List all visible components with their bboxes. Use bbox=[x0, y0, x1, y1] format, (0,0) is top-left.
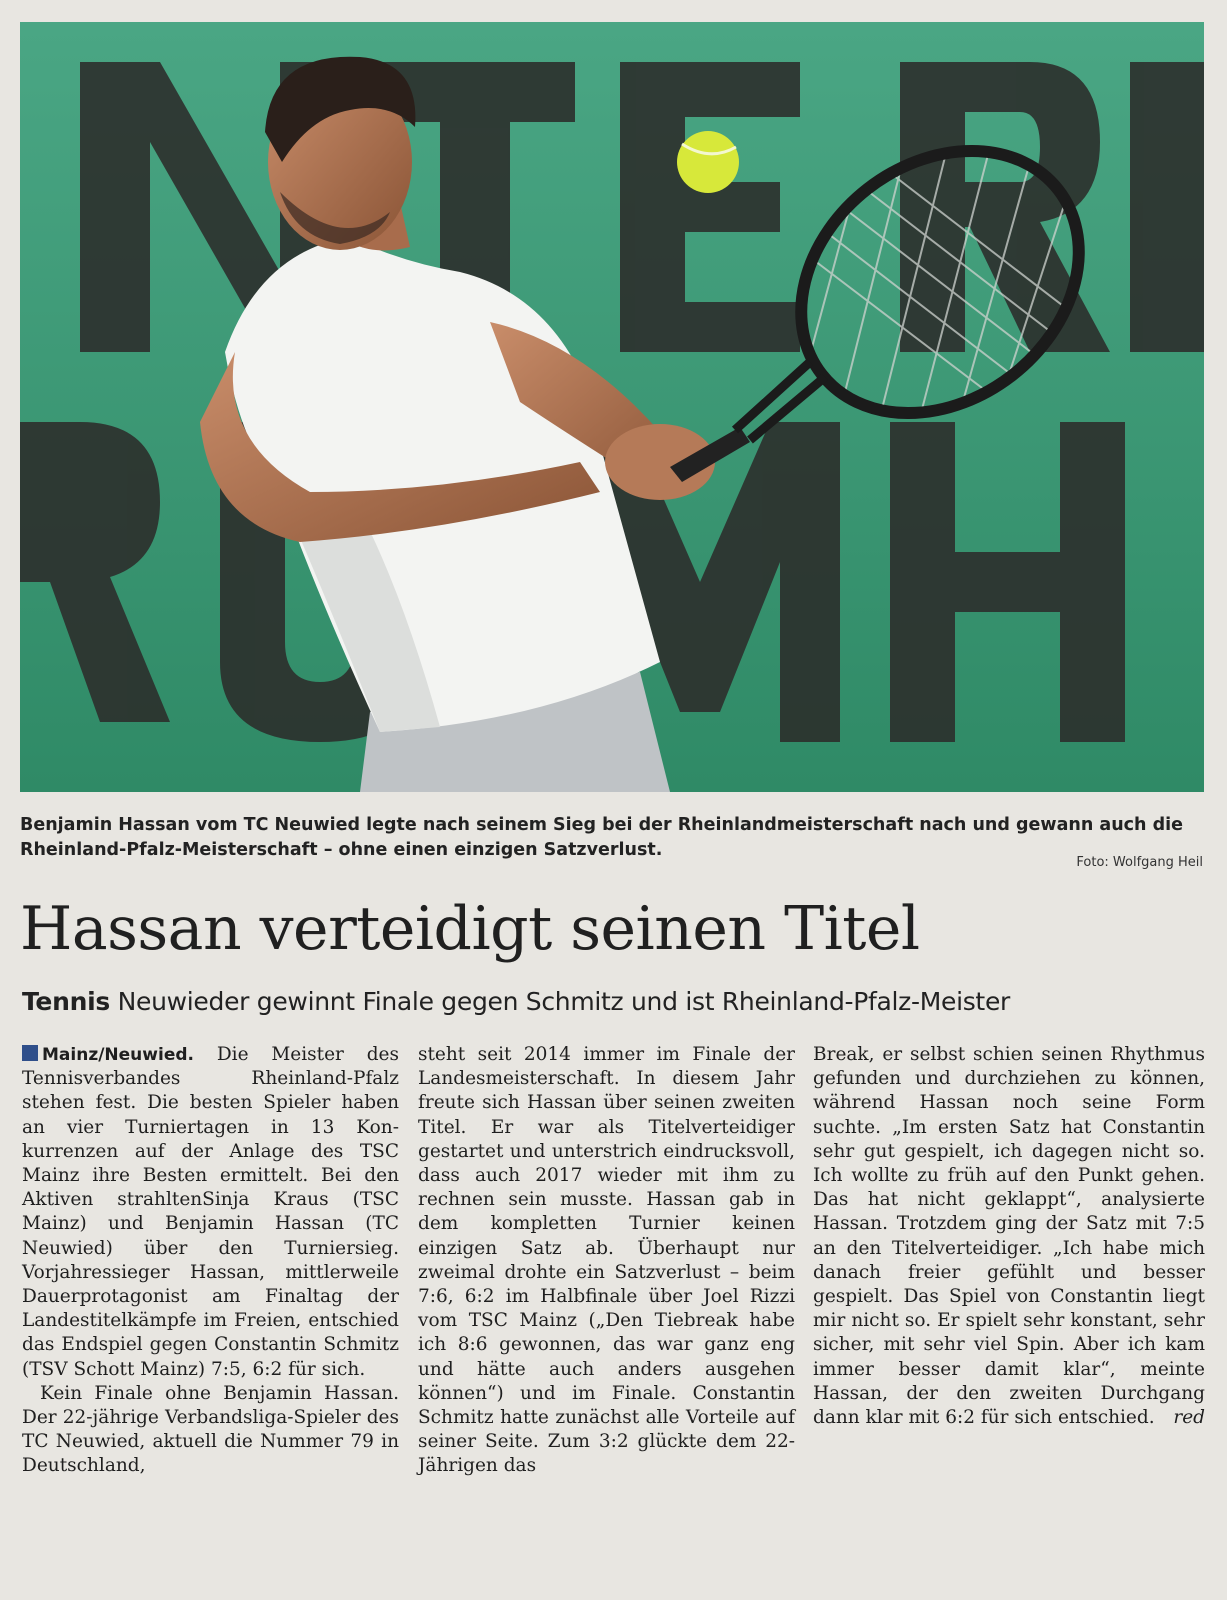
paragraph: steht seit 2014 immer im Finale der Landesmeisterschaft. In diesem Jahr freute sich Hassan über seinen zweiten Titel. Er war als Titelverteidiger gestartet und unterstrich eindrucksvoll, dass auch 2017 wieder mit ihm zu rechnen sein musste. Hassan gab in dem kompletten Turnier keinen einzigen Satz ab. Überhaupt nur zweimal drohte ein Satzverlust – beim 7:6, 6:2 im Halbfinale über Joel Rizzi vom TSC Mainz („Den Tiebreak habe ich 8:6 gewonnen, das war ganz eng und hätte auch anders ausgehen können“) und im Finale. Constantin Schmitz hatte zunächst alle Vorteile auf seiner Seite. Zum 3:2 glückte dem 22-Jährigen das bbox=[418, 1044, 795, 1477]
paragraph bbox=[813, 1043, 1205, 1430]
photo-credit: Foto: Wolfgang Heil bbox=[1076, 855, 1203, 870]
article-column-1 bbox=[22, 1043, 399, 1479]
paragraph-text: Die Meister des Tennisverbandes Rheinland-Pfalz stehen fest. Die besten Spieler haben an vier Turniertagen in 13 Konkurrenzen auf der Anlage des TSC Mainz ihre Besten ermittelt. Bei den Aktiven strahltenSinja Kraus (TSC Mainz) und Benjamin Hassan (TC Neuwied) über den Turniersieg. Vorjahressieger Hassan, mittlerweile Dauerprotagonist am Finaltag der Landestitelkämpfe im Freien, entschied das Endspiel gegen Constantin Schmitz (TSV Schott Mainz) 7:5, 6:2 für sich. bbox=[22, 1044, 399, 1380]
tennis-player-photo bbox=[20, 22, 1204, 792]
subheadline bbox=[22, 985, 1212, 1019]
headline: Hassan verteidigt seinen Titel bbox=[20, 894, 920, 964]
kicker: Tennis bbox=[22, 987, 110, 1016]
photo-caption: Benjamin Hassan vom TC Neuwied legte nach seinem Sieg bei der Rheinlandmeisterschaft nach und gewann auch die Rheinland-Pfalz-Meisterschaft – ohne einen einzigen Satzverlust. bbox=[20, 815, 1183, 860]
article-photo bbox=[20, 22, 1204, 792]
dateline: Mainz/Neuwied. bbox=[42, 1045, 194, 1065]
article-column-2 bbox=[418, 1043, 795, 1479]
paragraph: Kein Finale ohne Benjamin Hassan. Der 22-jährige Verbandsliga-Spieler des TC Neuwied, aktuell die Nummer 79 in Deutschland, bbox=[22, 1382, 399, 1477]
subheadline-text: Neuwieder gewinnt Finale gegen Schmitz und ist Rheinland-Pfalz-Meister bbox=[117, 987, 1010, 1016]
paragraph bbox=[22, 1043, 399, 1382]
tennis-ball-icon bbox=[677, 131, 739, 193]
author-initials: red bbox=[1173, 1407, 1205, 1429]
section-marker-icon bbox=[22, 1045, 38, 1061]
article-column-3 bbox=[813, 1043, 1205, 1430]
paragraph-text: Break, er selbst schien seinen Rhythmus gefunden und durchziehen zu können, während Hassan noch seine Form suchte. „Im ersten Satz hat Constantin sehr gut gespielt, ich dagegen nicht so. Ich wollte zu früh auf den Punkt gehen. Das hat nicht geklappt“, analysierte Hassan. Trotzdem ging der Satz mit 7:5 an den Titelverteidiger. „Ich habe mich danach freier gefühlt und besser gespielt. Das Spiel von Constantin liegt mir nicht so. Er spielt sehr konstant, sehr sicher, mit sehr viel Spin. Aber ich kam immer besser damit klar“, meinte Hassan, der den zweiten Durchgang dann klar mit 6:2 für sich entschied. bbox=[813, 1044, 1205, 1429]
